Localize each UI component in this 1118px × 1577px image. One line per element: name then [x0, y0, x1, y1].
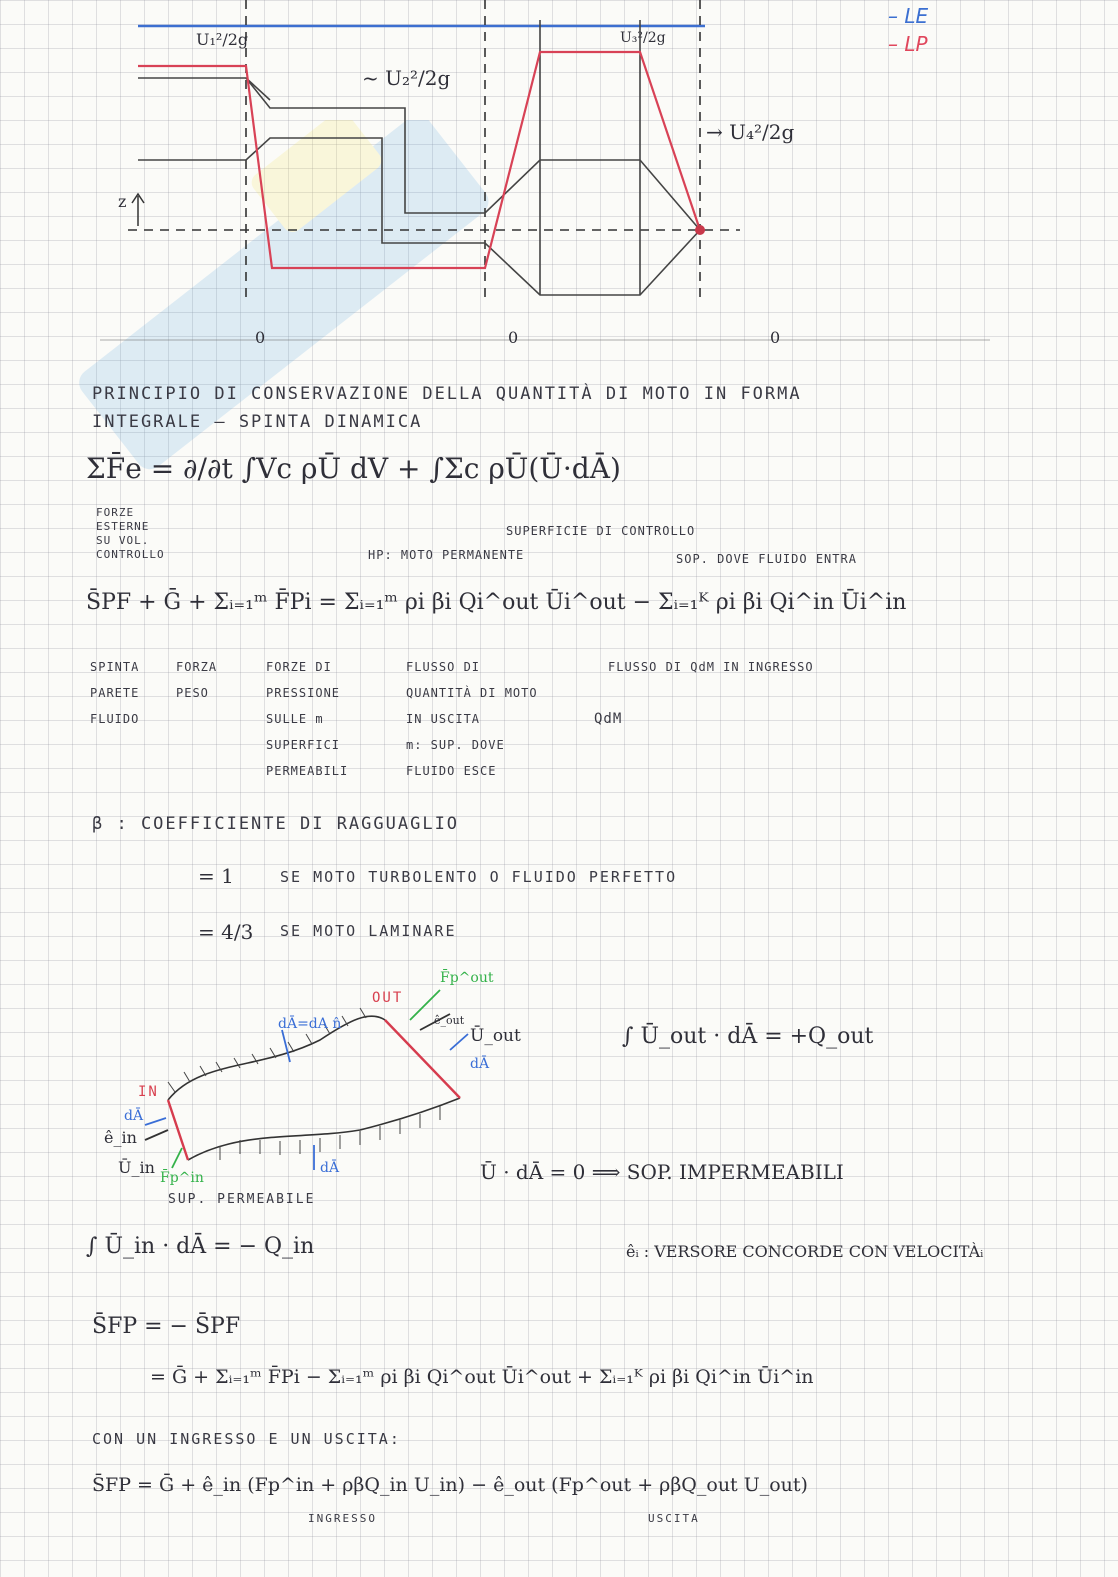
label-permeable-surface: SUP. PERMEABILE [168, 1192, 316, 1207]
label-da-out: dĀ [470, 1056, 490, 1072]
z-label: z [118, 192, 127, 211]
under-label-ingresso: INGRESSO [308, 1512, 377, 1525]
velocity-head-3: U₃²/2g [620, 30, 666, 46]
momentum-integral-equation: ΣF̄e = ∂/∂t ∫Vc ρŪ dV + ∫Σc ρŪ(Ū·dĀ) [86, 452, 621, 485]
label-e-in: ê_in [104, 1128, 137, 1147]
section-title-line1: PRINCIPIO DI CONSERVAZIONE DELLA QUANTITÀ DI MOTO IN FORMA [92, 384, 802, 404]
label-weight: FORZA PESO [176, 660, 218, 700]
single-inout-label: CON UN INGRESSO E UN USCITA: [92, 1430, 401, 1448]
label-momentum-out: FLUSSO DI QUANTITÀ DI MOTO IN USCITA m: SUP. DOVE FLUIDO ESCE [406, 660, 538, 778]
label-u-out: Ū_out [470, 1026, 521, 1046]
label-fp-out: F̄p^out [440, 970, 494, 986]
label-fp-in: F̄p^in [160, 1170, 204, 1186]
thrust-relation: S̄FP = − S̄PF [92, 1314, 241, 1339]
beta-case-1-text: SE MOTO TURBOLENTO O FLUIDO PERFETTO [280, 868, 678, 886]
legend-lp: – LP [888, 32, 928, 56]
note-control-surface: SUPERFICIE DI CONTROLLO [506, 524, 696, 538]
thrust-expansion: = Ḡ + Σᵢ₌₁ᵐ F̄Pi − Σᵢ₌₁ᵐ ρi βi Qi^out Ūi^out + Σᵢ₌₁ᴷ ρi βi Qi^in Ūi^in [150, 1366, 814, 1388]
note-inflow-surface: SOP. DOVE FLUIDO ENTRA [676, 552, 857, 566]
marker-0-c: 0 [770, 328, 781, 347]
versor-definition: êᵢ : VERSORE CONCORDE CON VELOCITÀᵢ [626, 1242, 984, 1261]
beta-case-2-value: = 4/3 [198, 920, 254, 944]
label-out: OUT [372, 990, 404, 1006]
under-label-uscita: USCITA [648, 1512, 700, 1525]
inlet-flux-integral: ∫ Ū_in · dĀ = − Q_in [86, 1234, 315, 1259]
velocity-head-2: ~ U₂²/2g [362, 66, 451, 90]
beta-title: β : COEFFICIENTE DI RAGGUAGLIO [92, 814, 460, 834]
single-inout-equation: S̄FP = Ḡ + ê_in (Fp^in + ρβQ_in U_in) − ê_out (Fp^out + ρβQ_out U_out) [92, 1474, 808, 1496]
outlet-flux-integral: ∫ Ū_out · dĀ = +Q_out [622, 1024, 874, 1049]
note-external-forces: FORZE ESTERNE SU VOL. CONTROLLO [96, 506, 165, 561]
label-momentum-in: FLUSSO DI QdM IN INGRESSO [608, 660, 814, 674]
velocity-head-4: → U₄²/2g [706, 120, 795, 144]
label-in: IN [138, 1084, 159, 1100]
velocity-head-1: U₁²/2g [196, 30, 249, 49]
label-da-in: dĀ [124, 1108, 144, 1124]
label-u-in: Ū_in [118, 1158, 155, 1177]
marker-0-a: 0 [255, 328, 266, 347]
marker-0-b: 0 [508, 328, 519, 347]
note-steady-flow: HP: MOTO PERMANENTE [368, 548, 525, 562]
label-pressure-forces: FORZE DI PRESSIONE SULLE m SUPERFICI PERMEABILI [266, 660, 349, 778]
impermeable-condition: Ū · dĀ = 0 ⟹ SOP. IMPERMEABILI [480, 1160, 844, 1184]
label-e-out: ê_out [434, 1014, 465, 1027]
beta-case-2-text: SE MOTO LAMINARE [280, 922, 457, 940]
label-da-top: dĀ=dA n̂ [278, 1016, 342, 1032]
momentum-balance-equation: S̄PF + Ḡ + Σᵢ₌₁ᵐ F̄Pi = Σᵢ₌₁ᵐ ρi βi Qi^out Ūi^out − Σᵢ₌₁ᴷ ρi βi Qi^in Ūi^in [86, 590, 907, 615]
beta-case-1-value: = 1 [198, 864, 234, 888]
label-wall-thrust: SPINTA PARETE FLUIDO [90, 660, 140, 726]
legend-le: – LE [888, 4, 929, 28]
label-da-bottom: dĀ [320, 1160, 340, 1176]
label-qdm: QdM [594, 711, 623, 727]
section-title-line2: INTEGRALE – SPINTA DINAMICA [92, 412, 423, 432]
